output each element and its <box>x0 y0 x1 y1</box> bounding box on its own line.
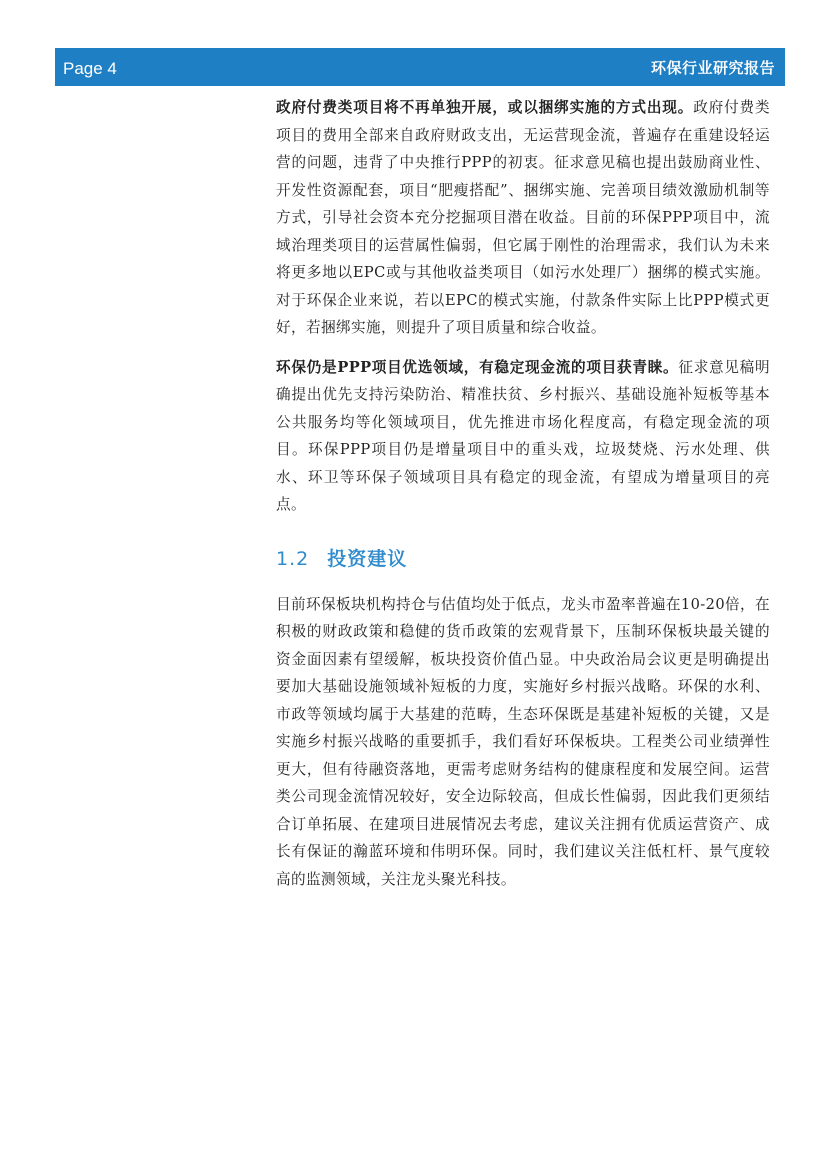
section-number: 1.2 <box>276 547 310 570</box>
section-heading <box>276 539 770 579</box>
paragraph-text: 政府付费类项目的费用全部来自政府财政支出，无运营现金流，普遍存在重建设轻运营的问题，违背了中央推行PPP的初衷。征求意见稿也提出鼓励商业性、开发性资源配套，项目“肥瘦搭配”、捆绑实施、完善项目绩效激励机制等方式，引导社会资本充分挖掘项目潜在收益。目前的环保PPP项目中，流域治理类项目的运营属性偏弱，但它属于刚性的治理需求，我们认为未来将更多地以EPC或与其他收益类项目（如污水处理厂）捆绑的模式实施。对于环保企业来说，若以EPC的模式实施，付款条件实际上比PPP模式更好，若捆绑实施，则提升了项目质量和综合收益。 <box>276 99 770 336</box>
paragraph-text: 征求意见稿明确提出优先支持污染防治、精准扶贫、乡村振兴、基础设施补短板等基本公共服务均等化领域项目，优先推进市场化程度高，有稳定现金流的项目。环保PPP项目仍是增量项目中的重头戏，垃圾焚烧、污水处理、供水、环卫等环保子领域项目具有稳定的现金流，有望成为增量项目的亮点。 <box>276 358 770 513</box>
paragraph-lead-sentence: 政府付费类项目将不再单独开展，或以捆绑实施的方式出现。 <box>276 99 694 116</box>
paragraph-investment-advice <box>276 591 770 894</box>
page-header-bar <box>55 48 785 86</box>
paragraph-env-ppp-preferred <box>276 354 770 519</box>
paragraph-govt-payment-projects <box>276 94 770 342</box>
section-title: 投资建议 <box>327 547 408 570</box>
document-body <box>276 94 770 893</box>
page-number: Page 4 <box>63 59 117 78</box>
paragraph-text: 目前环保板块机构持仓与估值均处于低点，龙头市盈率普遍在10-20倍，在积极的财政政策和稳健的货币政策的宏观背景下，压制环保板块最关键的资金面因素有望缓解，板块投资价值凸显。中央政治局会议更是明确提出要加大基础设施领域补短板的力度，实施好乡村振兴战略。环保的水利、市政等领域均属于大基建的范畴，生态环保既是基建补短板的关键，又是实施乡村振兴战略的重要抓手，我们看好环保板块。工程类公司业绩弹性更大，但有待融资落地，更需考虑财务结构的健康程度和发展空间。运营类公司现金流情况较好，安全边际较高，但成长性偏弱，因此我们更须结合订单拓展、在建项目进展情况去考虑，建议关注拥有优质运营资产、成长有保证的瀚蓝环境和伟明环保。同时，我们建议关注低杠杆、景气度较高的监测领域，关注龙头聚光科技。 <box>276 595 770 888</box>
report-title: 环保行业研究报告 <box>650 59 775 77</box>
paragraph-lead-sentence: 环保仍是PPP项目优选领域，有稳定现金流的项目获青睐。 <box>276 358 679 376</box>
